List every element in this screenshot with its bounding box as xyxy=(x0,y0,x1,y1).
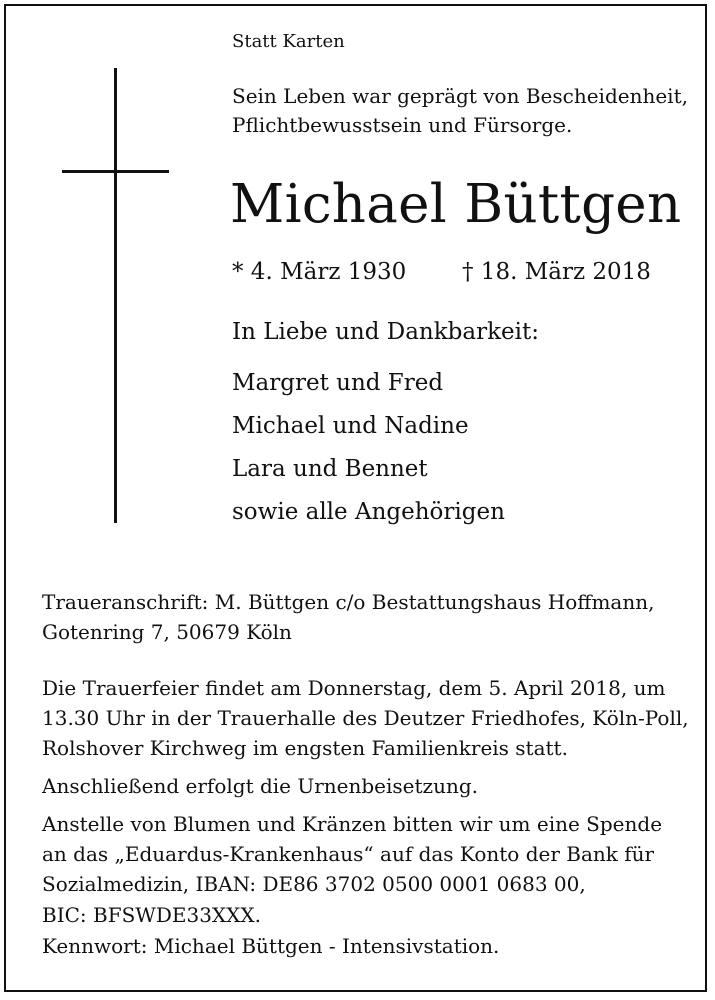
ceremony-line: 13.30 Uhr in der Trauerhalle des Deutzer Friedhofes, Köln-Poll, xyxy=(42,706,689,730)
mourner-name: sowie alle Angehörigen xyxy=(232,499,505,525)
motto-line-1: Sein Leben war geprägt von Bescheidenheit, xyxy=(232,84,688,108)
motto-line-2: Pflichtbewusstsein und Fürsorge. xyxy=(232,113,573,137)
ceremony-line: Rolshover Kirchweg im engsten Familienkreis statt. xyxy=(42,736,568,760)
address-line-1: Traueranschrift: M. Büttgen c/o Bestattungshaus Hoffmann, xyxy=(42,590,655,614)
donation-line: Kennwort: Michael Büttgen - Intensivstation. xyxy=(42,934,500,958)
donation-line: BIC: BFSWDE33XXX. xyxy=(42,903,261,927)
donation-line: an das „Eduardus-Krankenhaus“ auf das Konto der Bank für xyxy=(42,842,655,866)
deceased-name: Michael Büttgen xyxy=(230,174,682,235)
statt-karten-label: Statt Karten xyxy=(232,31,345,52)
address-line-2: Gotenring 7, 50679 Köln xyxy=(42,620,292,644)
mourner-name: Michael und Nadine xyxy=(232,413,469,439)
donation-line: Anstelle von Blumen und Kränzen bitten wir um eine Spende xyxy=(42,812,663,836)
mourner-name: Margret und Fred xyxy=(232,370,444,396)
urn-burial-note: Anschließend erfolgt die Urnenbeisetzung. xyxy=(42,774,479,798)
birth-date: * 4. März 1930 xyxy=(232,259,407,285)
donation-line: Sozialmedizin, IBAN: DE86 3702 0500 0001 0683 00, xyxy=(42,872,586,896)
mourners-intro: In Liebe und Dankbarkeit: xyxy=(232,319,539,345)
cross-icon-bar xyxy=(62,170,169,173)
mourner-name: Lara und Bennet xyxy=(232,456,428,482)
ceremony-line: Die Trauerfeier findet am Donnerstag, dem 5. April 2018, um xyxy=(42,676,666,700)
death-date: † 18. März 2018 xyxy=(462,259,651,285)
cross-icon xyxy=(114,68,117,523)
